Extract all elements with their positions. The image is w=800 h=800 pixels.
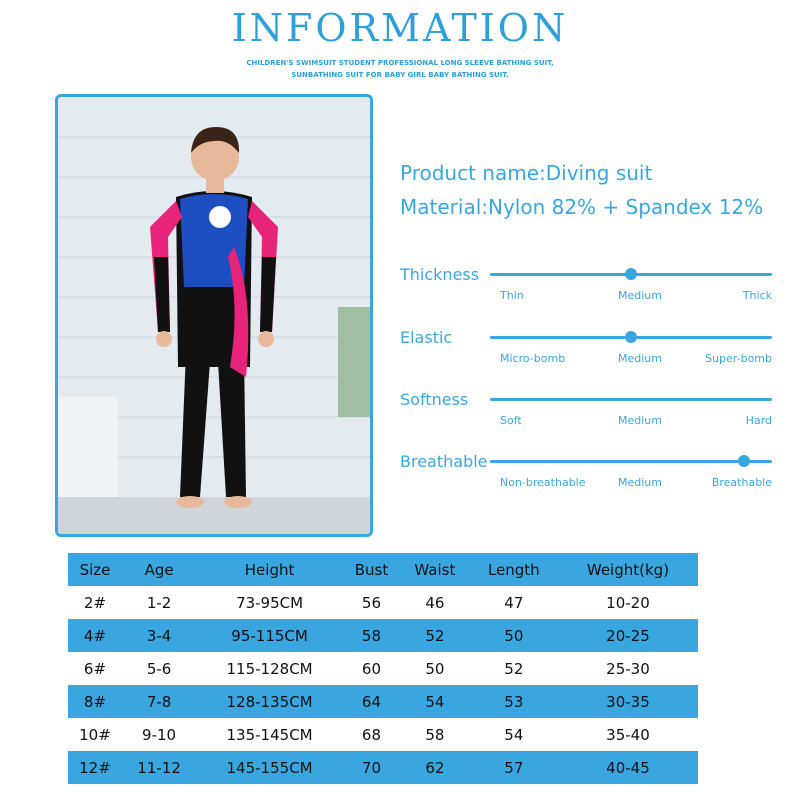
scale-mid-label: Medium bbox=[618, 414, 662, 427]
table-cell: 54 bbox=[425, 692, 445, 711]
table-cell: 53 bbox=[504, 692, 524, 711]
product-info bbox=[400, 156, 763, 224]
header-cell: Height bbox=[244, 560, 295, 579]
table-row bbox=[68, 652, 698, 685]
product-name: Product name:Diving suit bbox=[400, 161, 653, 185]
subtitle-line: SUNBATHING SUIT FOR BABY GIRL BABY BATHING SUIT. bbox=[291, 71, 509, 79]
table-cell: 145-155CM bbox=[226, 758, 313, 777]
product-photo bbox=[55, 94, 373, 537]
table-cell: 2# bbox=[83, 593, 107, 612]
table-cell: 10-20 bbox=[606, 593, 650, 612]
scale-low-label: Soft bbox=[500, 414, 522, 427]
table-cell: 58 bbox=[425, 725, 445, 744]
header-cell: Waist bbox=[414, 560, 456, 579]
table-cell: 11-12 bbox=[137, 758, 181, 777]
table-cell: 12# bbox=[79, 758, 111, 777]
page-title: INFORMATION bbox=[231, 6, 569, 50]
header-cell: Size bbox=[79, 560, 111, 579]
table-cell: 7-8 bbox=[146, 692, 172, 711]
property-scale-track bbox=[490, 398, 772, 401]
property-elastic bbox=[400, 328, 780, 378]
table-cell: 4# bbox=[83, 626, 107, 645]
table-cell: 9-10 bbox=[142, 725, 177, 744]
scale-low-label: Non-breathable bbox=[500, 476, 586, 489]
scale-high-label: Thick bbox=[742, 289, 772, 302]
scale-low-label: Thin bbox=[500, 289, 524, 302]
table-cell: 47 bbox=[504, 593, 524, 612]
child-diving-suit-illustration bbox=[58, 97, 370, 534]
table-cell: 25-30 bbox=[606, 659, 650, 678]
table-cell: 60 bbox=[361, 659, 381, 678]
property-label: Breathable bbox=[400, 452, 488, 471]
property-breathable bbox=[400, 452, 780, 502]
scale-mid-label: Medium bbox=[618, 476, 662, 489]
property-label: Thickness bbox=[400, 265, 480, 284]
table-cell: 1-2 bbox=[146, 593, 172, 612]
table-cell: 68 bbox=[361, 725, 381, 744]
table-cell: 35-40 bbox=[606, 725, 650, 744]
scale-mid-label: Medium bbox=[618, 289, 662, 302]
property-level-marker bbox=[738, 455, 750, 467]
table-cell: 50 bbox=[425, 659, 445, 678]
table-cell: 70 bbox=[361, 758, 381, 777]
table-cell: 54 bbox=[504, 725, 524, 744]
table-cell: 52 bbox=[504, 659, 524, 678]
table-header-row bbox=[68, 553, 698, 586]
table-cell: 50 bbox=[504, 626, 524, 645]
table-cell: 20-25 bbox=[606, 626, 650, 645]
table-row bbox=[68, 586, 698, 619]
table-cell: 115-128CM bbox=[226, 659, 313, 678]
table-cell: 3-4 bbox=[146, 626, 172, 645]
table-cell: 5-6 bbox=[146, 659, 172, 678]
property-level-marker bbox=[625, 268, 637, 280]
property-level-marker bbox=[625, 331, 637, 343]
scale-high-label: Super-bomb bbox=[705, 352, 772, 365]
table-cell: 62 bbox=[425, 758, 445, 777]
property-label: Elastic bbox=[400, 328, 453, 347]
subtitle-line: CHILDREN'S SWIMSUIT STUDENT PROFESSIONAL LONG SLEEVE BATHING SUIT, bbox=[246, 59, 554, 67]
scale-mid-label: Medium bbox=[618, 352, 662, 365]
table-cell: 30-35 bbox=[606, 692, 650, 711]
table-row bbox=[68, 718, 698, 751]
table-cell: 8# bbox=[83, 692, 107, 711]
header-cell: Length bbox=[487, 560, 540, 579]
table-row bbox=[68, 619, 698, 652]
scale-high-label: Breathable bbox=[711, 476, 772, 489]
table-cell: 135-145CM bbox=[226, 725, 313, 744]
table-cell: 40-45 bbox=[606, 758, 650, 777]
table-cell: 57 bbox=[504, 758, 524, 777]
table-cell: 73-95CM bbox=[236, 593, 304, 612]
table-cell: 58 bbox=[361, 626, 381, 645]
property-softness bbox=[400, 390, 780, 440]
scale-low-label: Micro-bomb bbox=[500, 352, 566, 365]
scale-high-label: Hard bbox=[745, 414, 772, 427]
table-row bbox=[68, 685, 698, 718]
header-cell: Age bbox=[144, 560, 174, 579]
table-cell: 46 bbox=[425, 593, 445, 612]
table-cell: 52 bbox=[425, 626, 445, 645]
table-cell: 6# bbox=[83, 659, 107, 678]
header-cell: Weight(kg) bbox=[586, 560, 670, 579]
property-label: Softness bbox=[400, 390, 469, 409]
table-cell: 10# bbox=[79, 725, 111, 744]
table-cell: 64 bbox=[361, 692, 381, 711]
product-material: Material:Nylon 82% + Spandex 12% bbox=[400, 195, 764, 219]
table-cell: 95-115CM bbox=[231, 626, 308, 645]
size-chart-table bbox=[68, 553, 698, 784]
property-scale-track bbox=[490, 460, 772, 463]
table-cell: 56 bbox=[361, 593, 381, 612]
table-cell: 128-135CM bbox=[226, 692, 313, 711]
property-thickness bbox=[400, 265, 780, 315]
product-subtitle bbox=[200, 57, 600, 81]
table-row bbox=[68, 751, 698, 784]
header-cell: Bust bbox=[354, 560, 389, 579]
